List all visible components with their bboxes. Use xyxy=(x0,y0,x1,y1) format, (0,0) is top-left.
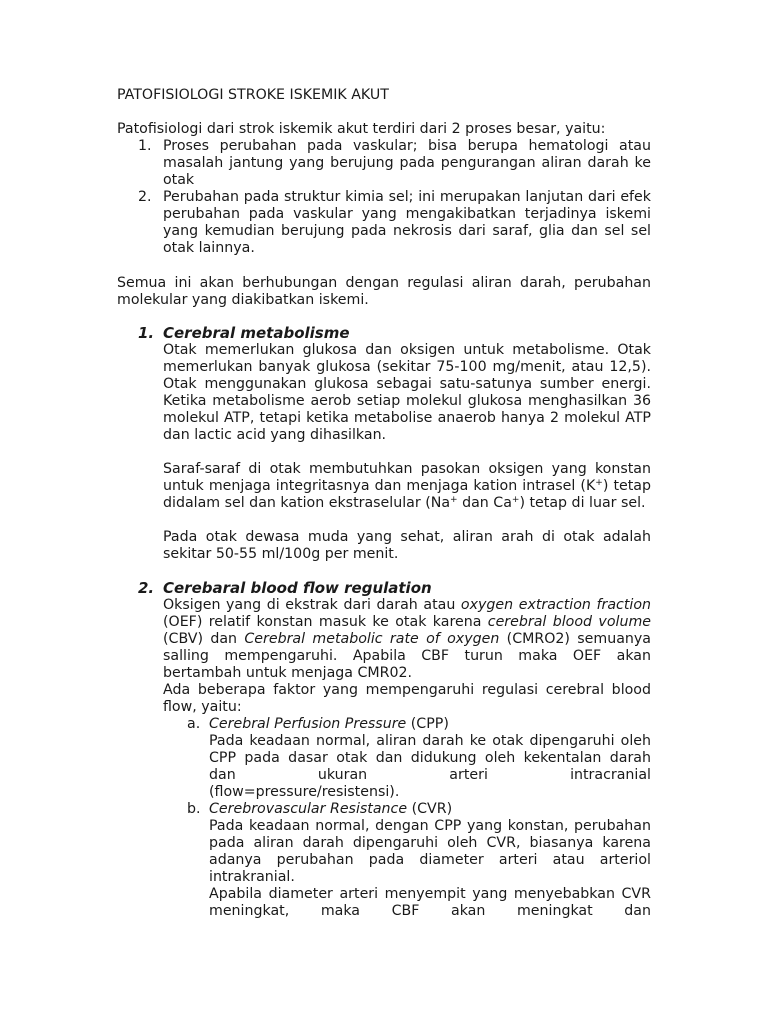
subitem-letter: b. xyxy=(187,801,201,817)
section1-paragraph: Otak memerlukan glukosa dan oksigen untuk metabolisme. Otak memerlukan banyak glukosa (sekitar 75-100 mg/menit, atau 12,5). Otak menggunakan glukosa sebagai satu-satunya sumber energi. Ketika metabolisme aerob setiap molekul glukosa menghasilkan 36 molekul ATP, tetapi ketika metabolise anaerob hanya 2 molekul ATP dan lactic acid yang dihasilkan. xyxy=(163,342,651,443)
list-item: Perubahan pada struktur kimia sel; ini merupakan lanjutan dari efek perubahan pada vaskular yang mengakibatkan terjadinya iskemi yang kemudian berujung pada nekrosis dari saraf, glia dan sel sel otak lainnya. xyxy=(163,189,651,256)
subitem-body: (flow=pressure/resistensi). xyxy=(209,784,400,800)
subitem-title: Cerebrovascular Resistance (CVR) xyxy=(209,801,453,817)
subitem-letter: a. xyxy=(187,716,201,732)
subitem-body: Apabila diameter arteri menyempit yang menyebabkan CVR meningkat, maka CBF akan meningkat dan xyxy=(209,886,651,919)
summary-paragraph: Semua ini akan berhubungan dengan regulasi aliran darah, perubahan molekular yang diakibatkan iskemi. xyxy=(117,275,651,308)
section-heading: Cerebaral blood flow regulation xyxy=(163,579,432,597)
section1-paragraph: Pada otak dewasa muda yang sehat, aliran arah di otak adalah sekitar 50-55 ml/100g per menit. xyxy=(163,529,651,562)
list-item: Proses perubahan pada vaskular; bisa berupa hematologi atau masalah jantung yang berujung pada pengurangan aliran darah ke otak xyxy=(163,138,651,188)
section2-paragraph: Oksigen yang di ekstrak dari darah atau oxygen extraction fraction (OEF) relatif konstan masuk ke otak karena cerebral blood volume (CBV) dan Cerebral metabolic rate of oxygen (CMRO2) semuanya salling mempengaruhi. Apabila CBF turun maka OEF akan bertambah untuk menjaga CMR02. xyxy=(163,597,651,681)
section-number: 2. xyxy=(138,579,155,597)
section-heading: Cerebral metabolisme xyxy=(163,324,350,342)
section-number: 1. xyxy=(138,324,155,342)
subitem-title: Cerebral Perfusion Pressure (CPP) xyxy=(209,716,449,732)
section1-paragraph: Saraf-saraf di otak membutuhkan pasokan oksigen yang konstan untuk menjaga integritasnya dan menjaga kation intrasel (K+) tetap didalam sel dan kation ekstraselular (Na+ dan Ca+) tetap di luar sel. xyxy=(163,461,651,511)
section2-paragraph: Ada beberapa faktor yang mempengaruhi regulasi cerebral blood flow, yaitu: xyxy=(163,682,651,715)
document-title: PATOFISIOLOGI STROKE ISKEMIK AKUT xyxy=(117,87,389,103)
list-number: 2. xyxy=(138,189,152,205)
subitem-body: Pada keadaan normal, aliran darah ke otak dipengaruhi oleh CPP pada dasar otak dan didukung oleh kekentalan darah dan ukuran arteri intracranial xyxy=(209,733,651,783)
intro-text: Patofisiologi dari strok iskemik akut terdiri dari 2 proses besar, yaitu: xyxy=(117,121,606,137)
list-number: 1. xyxy=(138,138,152,154)
subitem-body: Pada keadaan normal, dengan CPP yang konstan, perubahan pada aliran darah dipengaruhi oleh CVR, biasanya karena adanya perubahan pada diameter arteri atau arteriol intrakranial. xyxy=(209,818,651,885)
